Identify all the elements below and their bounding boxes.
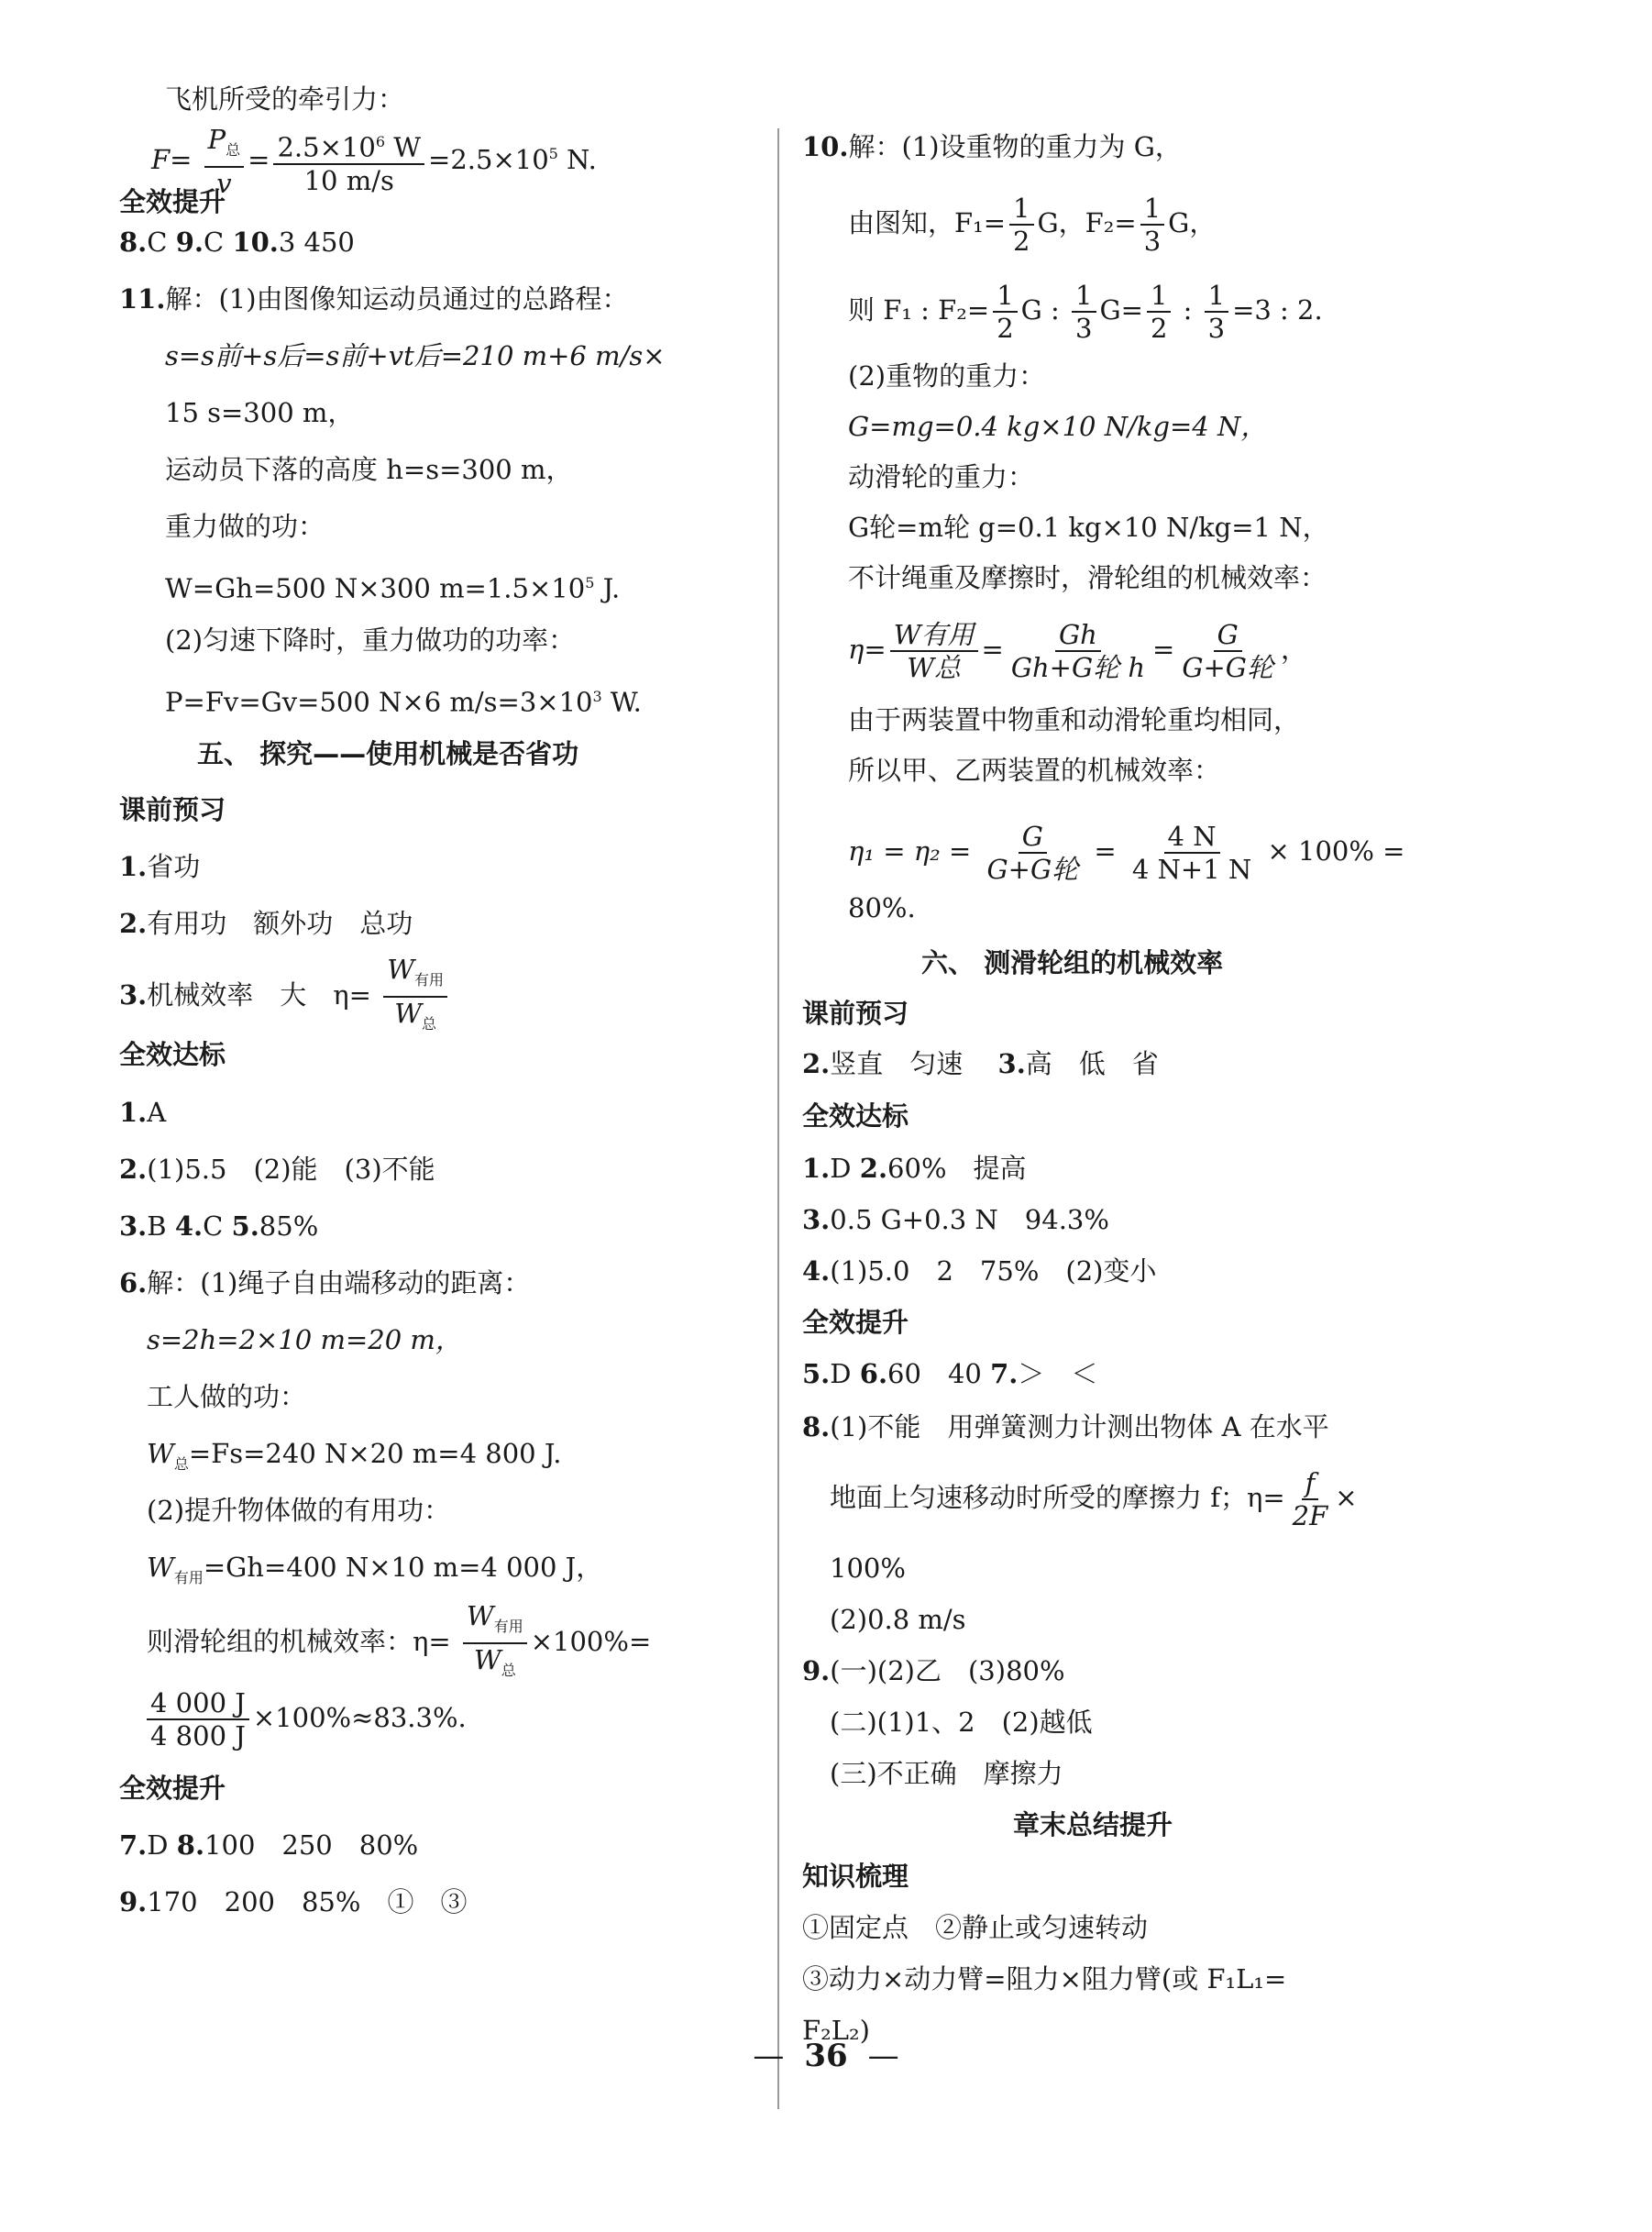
text-line: (三)不正确 摩擦力 [830, 1758, 1063, 1789]
section-heading: 全效提升 [802, 1307, 909, 1338]
text-line: 100% [830, 1552, 906, 1584]
answer-line: 6.解：(1)绳子自由端移动的距离： [119, 1267, 531, 1298]
text-line: ③动力×动力臂=阻力×阻力臂(或 F₁L₁= [802, 1963, 1287, 1994]
answer-line: 8.(1)不能 用弹簧测力计测出物体 A 在水平 [802, 1411, 1329, 1442]
formula-efficiency: η= $\frac{\text{W有用}}{\text{W总}}$ = $\frac{Gh}{\text{Gh+G轮 h}}$ = $\frac{G}{\text{G+G轮}}$ ， [848, 619, 1307, 683]
text-line: (二)(1)1、2 (2)越低 [830, 1707, 1093, 1738]
fraction: $\frac{1}{3}$ [1140, 193, 1164, 257]
fraction: $\frac{G}{\text{G+G轮}}$ [986, 821, 1079, 885]
text-line: 所以甲、乙两装置的机械效率： [848, 755, 1221, 786]
answer-line: 2.有用功 额外功 总功 [119, 908, 413, 939]
fraction: $\frac{\text{W有用}}{\text{W总}}$ [890, 619, 978, 683]
answer-line: 5.D 6.60 40 7.＞ ＜ [802, 1358, 1098, 1389]
text-line: 则滑轮组的机械效率：η= $\frac{W_{有用}}{W_总}$ ×100%= [147, 1600, 651, 1686]
text-line: G轮=m轮 g=0.1 kg×10 N/kg=1 N， [848, 512, 1329, 543]
text-line: 由图知，F₁= $\frac{1}{2}$ G，F₂= $\frac{1}{3}$ G， [848, 193, 1217, 257]
formula-efficiency-equal: η₁ = η₂ = $\frac{G}{\text{G+G轮}}$ = $\frac{4 N}{4 N+1 N}$ × 100% = [848, 821, 1405, 885]
answer-line: 1.省功 [119, 851, 201, 882]
answer-line: 3.0.5 G+0.3 N 94.3% [802, 1204, 1109, 1235]
answer-line: 7.D 8.100 250 80% [119, 1829, 419, 1861]
text-line: 动滑轮的重力： [848, 461, 1035, 492]
fraction: $\frac{G}{\text{G+G轮}}$ [1182, 619, 1273, 683]
fraction: $\frac{P_总}{v}$ [204, 124, 245, 199]
section-title: 章末总结提升 [1013, 1809, 1173, 1840]
text-line: 工人做的功： [147, 1381, 307, 1412]
answer-line: 11.解：(1)由图像知运动员通过的总路程： [119, 283, 629, 315]
text-line: 重力做的功： [165, 511, 325, 542]
formula-traction-force: F= $\frac{P_总}{v}$ = $\frac{2.5\times 10^6 W}{10 m/s}$ $=2.5\times 10^5$ N. [151, 124, 597, 199]
text-line: 由于两装置中物重和动滑轮重均相同， [848, 704, 1301, 735]
text-line: $W_{有用}=Gh=400$ N×10 m=4 000 J， [147, 1552, 603, 1586]
answer-line: 9.(一)(2)乙 (3)80% [802, 1655, 1065, 1686]
answer-line: 9.170 200 85% ① ③ [119, 1886, 468, 1917]
text-line: $W_总=Fs=240$ N×20 m=4 800 J. [147, 1438, 562, 1473]
fraction: $\frac{1}{2}$ [993, 280, 1017, 344]
section-heading: 知识梳理 [802, 1861, 909, 1892]
section-heading: 全效达标 [119, 1039, 226, 1070]
fraction: $\frac{W_{有用}}{W_总}$ [383, 954, 447, 1040]
fraction: $\frac{1}{3}$ [1072, 280, 1096, 344]
fraction: $\frac{1}{2}$ [1147, 280, 1171, 344]
section-title: 五、 探究——使用机械是否省功 [197, 738, 579, 769]
fraction: $\frac{1}{2}$ [1009, 193, 1033, 257]
section-heading: 全效达标 [802, 1100, 909, 1132]
answer-line: 3.B 4.C 5.85% [119, 1210, 319, 1242]
fraction: $\frac{Gh}{\text{Gh+G轮 h}}$ [1010, 619, 1146, 683]
text-line: P=Fv=Gv=500 N×6 $m/s=3\times 10^3$ W. [165, 686, 642, 718]
text-line: 15 s=300 m， [165, 397, 355, 428]
fraction: $\frac{4 000 J}{4 800 J}$ [147, 1687, 249, 1751]
fraction: $\frac{2.5\times 10^6 W}{10 m/s}$ [273, 127, 424, 196]
text-line: (2)重物的重力： [848, 360, 1046, 392]
section-heading: 课前预习 [802, 998, 909, 1029]
fraction: $\frac{1}{3}$ [1205, 280, 1228, 344]
text-line: 地面上匀速移动时所受的摩擦力 f；η= $\frac{f}{2F}$ × [830, 1467, 1358, 1531]
text-line: $\frac{4 000 J}{4 800 J}$ ×100%≈83.3%. [147, 1687, 467, 1751]
text-line: 飞机所受的牵引力： [165, 83, 405, 115]
text-line: ①固定点 ②静止或匀速转动 [802, 1912, 1149, 1943]
answer-line: 8.C 9.C 10.3 450 [119, 227, 355, 258]
text-line: (2)匀速下降时，重力做功的功率： [165, 624, 576, 656]
text-line: (2)提升物体做的有用功： [147, 1495, 451, 1526]
text-line: s=s前+s后=s前+vt后=210 m+6 m/s× [165, 340, 666, 371]
answer-line: 2.(1)5.5 (2)能 (3)不能 [119, 1154, 435, 1185]
text-line: 80%. [848, 892, 916, 923]
page-number: — 36 — [753, 2038, 899, 2074]
text-line: F₂L₂) [802, 2015, 870, 2046]
section-heading: 全效提升 [119, 1773, 226, 1804]
text-line: s=2h=2×10 m=20 m， [147, 1324, 462, 1355]
section-heading: 课前预习 [119, 794, 226, 825]
text-line: 则 F₁ : F₂= $\frac{1}{2}$ G : $\frac{1}{3}$ G= $\frac{1}{2}$ : $\frac{1}{3}$ =3 : 2. [848, 280, 1323, 344]
text-line: (2)0.8 m/s [830, 1604, 966, 1635]
text-line: 不计绳重及摩擦时，滑轮组的机械效率： [848, 562, 1327, 593]
answer-line: 1.D 2.60% 提高 [802, 1153, 1027, 1184]
answer-line: 10.解：(1)设重物的重力为 G， [802, 131, 1182, 162]
section-title: 六、 测滑轮组的机械效率 [921, 947, 1224, 978]
fraction: $\frac{f}{2F}$ [1292, 1467, 1328, 1531]
answer-line: 3.机械效率 大 η= $\frac{W_{有用}}{W_总}$ [119, 954, 451, 1040]
answer-line: 1.A [119, 1097, 167, 1128]
text-line: 运动员下落的高度 h=s=300 m， [165, 454, 573, 485]
section-heading: 全效提升 [119, 186, 226, 217]
column-divider [777, 128, 779, 2109]
answer-line: 2.竖直 匀速 3.高 低 省 [802, 1048, 1159, 1079]
text-line: G=mg=0.4 kg×10 N/kg=4 N， [848, 411, 1268, 442]
answer-line: 4.(1)5.0 2 75% (2)变小 [802, 1255, 1157, 1287]
fraction: $\frac{4 N}{4 N+1 N}$ [1131, 821, 1252, 885]
text-line: W=Gh=500 N×300 $m=1.5\times 10^5$ J. [165, 572, 621, 604]
fraction: $\frac{W_{有用}}{W_总}$ [463, 1600, 527, 1686]
